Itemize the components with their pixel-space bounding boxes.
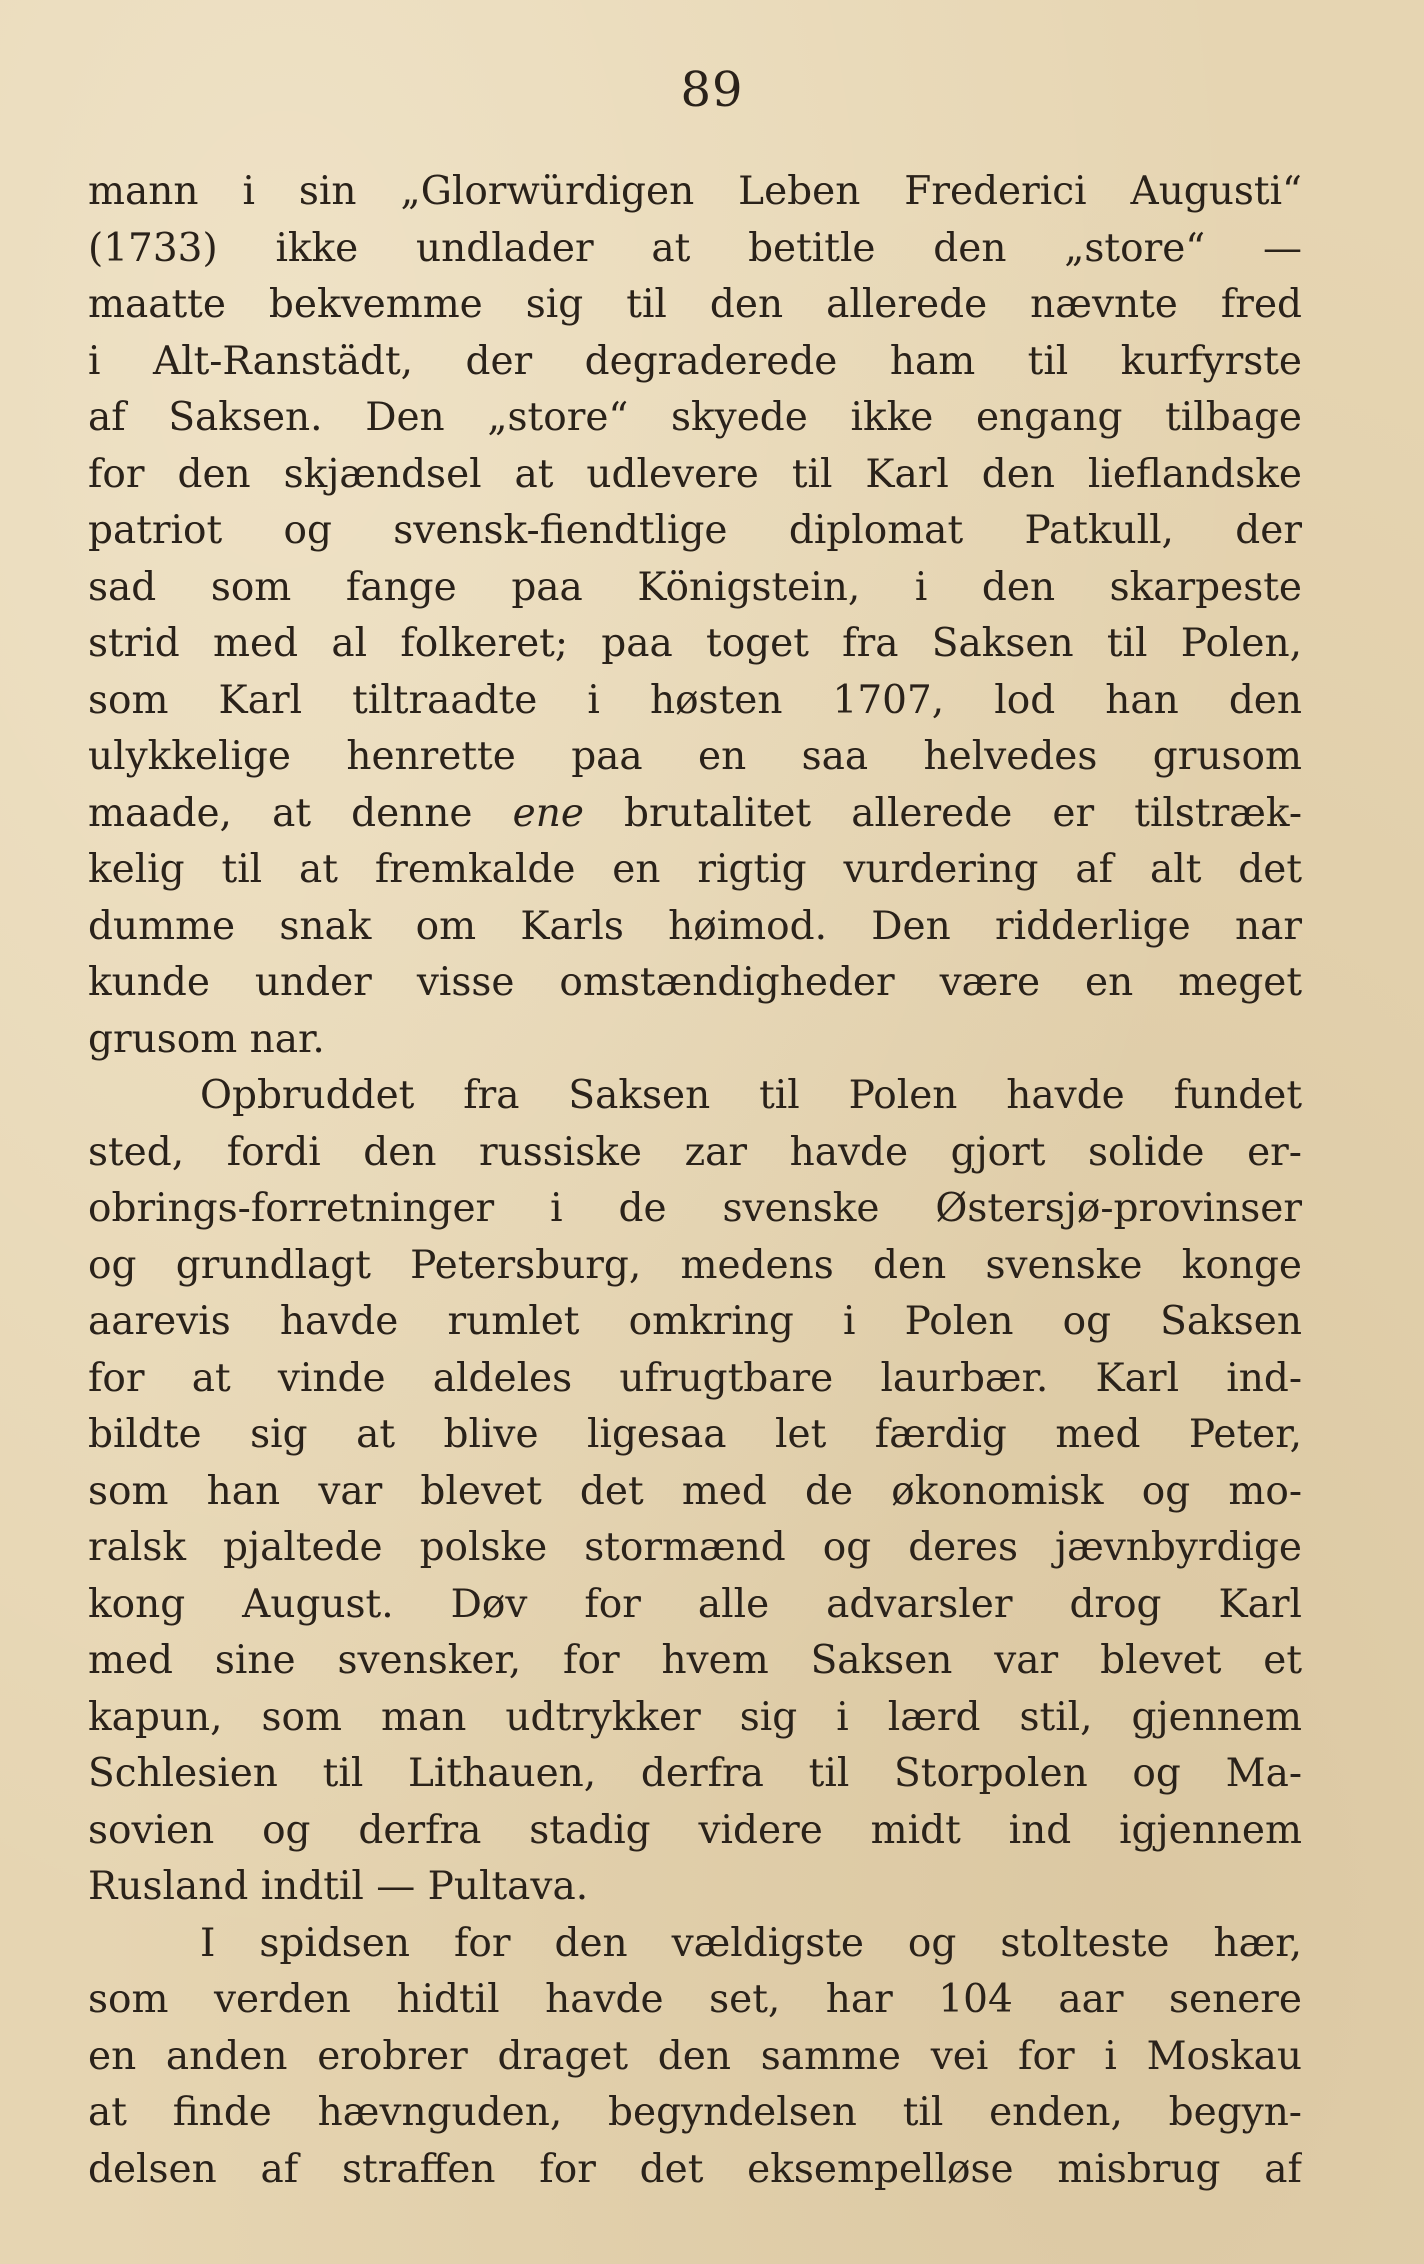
- text-line: ralsk pjaltede polske stormænd og deres jævnbyrdige: [88, 1525, 1302, 1570]
- text-line: patriot og svensk-fiendtlige diplomat Patkull, der: [88, 508, 1302, 553]
- text-line: sovien og derfra stadig videre midt ind igjennem: [88, 1807, 1302, 1853]
- text-line: som Karl tiltraadte i høsten 1707, lod han den: [88, 677, 1302, 723]
- text-line: og grundlagt Petersburg, medens den svenske konge: [88, 1242, 1302, 1288]
- text-line: bildte sig at blive ligesaa let færdig med Peter,: [88, 1412, 1302, 1457]
- paragraph-first-line: I spidsen for den vældigste og stolteste hær,: [200, 1920, 1302, 1966]
- text-line: i Alt-Ranstädt, der degraderede ham til kurfyrste: [88, 338, 1302, 384]
- paragraph-last-line: grusom nar.: [88, 1016, 325, 1062]
- text-line: for den skjændsel at udlevere til Karl den lieflandske: [88, 451, 1302, 497]
- text-line: mann i sin „Glorwürdigen Leben Frederici Augusti“: [88, 169, 1302, 214]
- text-line: sad som fange paa Königstein, i den skarpeste: [88, 564, 1302, 610]
- body-text: [88, 164, 1302, 2198]
- text-line: sted, fordi den russiske zar havde gjort solide er-: [88, 1129, 1302, 1175]
- text-line: af Saksen. Den „store“ skyede ikke engang tilbage: [88, 395, 1302, 440]
- text-line: (1733) ikke undlader at betitle den „store“ —: [88, 225, 1302, 271]
- text-line: ulykkelige henrette paa en saa helvedes grusom: [88, 734, 1302, 779]
- text-line: maatte bekvemme sig til den allerede nævnte fred: [88, 282, 1302, 327]
- text-line: strid med al folkeret; paa toget fra Saksen til Polen,: [88, 621, 1302, 666]
- text-line: delsen af straffen for det eksempelløse misbrug af: [88, 2146, 1302, 2192]
- text-line: som verden hidtil havde set, har 104 aar senere: [88, 1977, 1302, 2022]
- text-line-with-italic: [88, 786, 1302, 843]
- italic-word: ene: [512, 790, 584, 836]
- paragraph-first-line: Opbruddet fra Saksen til Polen havde fundet: [200, 1073, 1302, 1118]
- text-line: kong August. Døv for alle advarsler drog Karl: [88, 1581, 1302, 1627]
- text-line: aarevis havde rumlet omkring i Polen og Saksen: [88, 1299, 1302, 1344]
- text-line: Schlesien til Lithauen, derfra til Storpolen og Ma-: [88, 1751, 1302, 1796]
- text-line: at finde hævnguden, begyndelsen til enden, begyn-: [88, 2090, 1302, 2135]
- text-line: som han var blevet det med de økonomisk og mo-: [88, 1468, 1302, 1514]
- line-text-after: brutalitet allerede er tilstræk-: [583, 790, 1302, 836]
- text-line: for at vinde aldeles ufrugtbare laurbær. Karl ind-: [88, 1355, 1302, 1401]
- page-number: 89: [680, 62, 744, 118]
- text-line: obrings-forretninger i de svenske Østersjø-provinser: [88, 1186, 1302, 1231]
- paragraph-last-line: Rusland indtil — Pultava.: [88, 1864, 589, 1909]
- text-line: kapun, som man udtrykker sig i lærd stil, gjennem: [88, 1694, 1302, 1740]
- text-line: med sine svensker, for hvem Saksen var blevet et: [88, 1638, 1302, 1683]
- text-line: en anden erobrer draget den samme vei for i Moskau: [88, 2033, 1302, 2079]
- text-line: kelig til at fremkalde en rigtig vurdering af alt det: [88, 847, 1302, 892]
- line-text-before: maade, at denne: [88, 790, 513, 836]
- text-line: kunde under visse omstændigheder være en meget: [88, 960, 1302, 1005]
- text-line: dumme snak om Karls høimod. Den ridderlige nar: [88, 903, 1302, 949]
